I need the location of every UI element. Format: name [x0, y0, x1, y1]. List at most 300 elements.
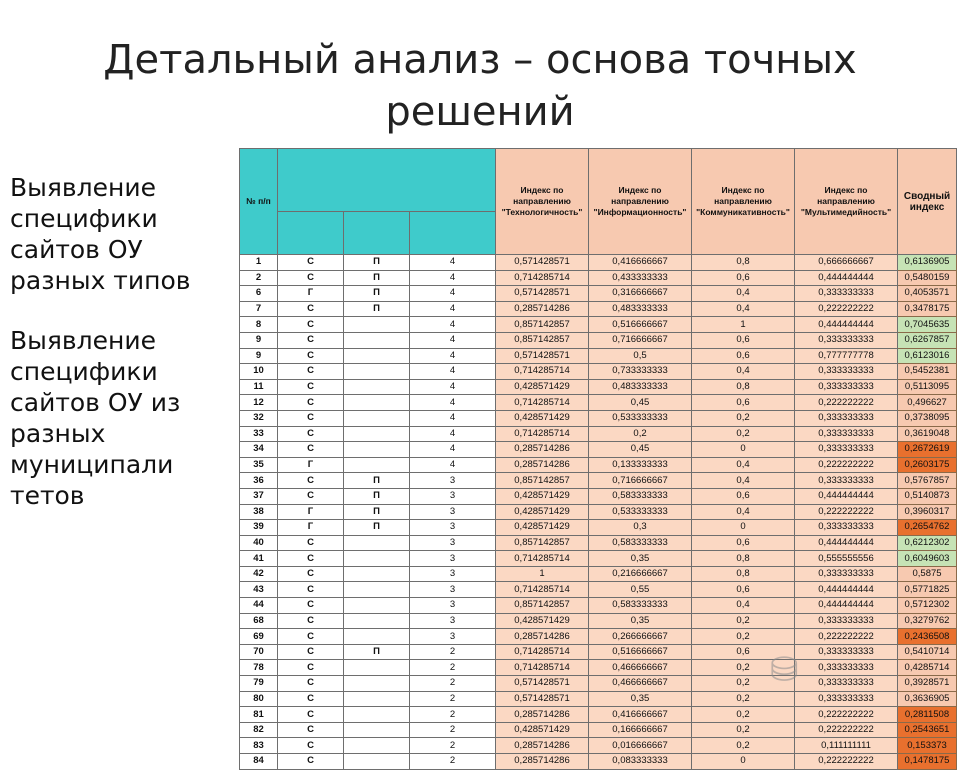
cell-info: 0,266666667	[589, 629, 692, 645]
cell-type-b	[344, 364, 410, 380]
cell-type-b: П	[344, 504, 410, 520]
cell-type-c: 3	[410, 582, 496, 598]
cell-type-a: С	[278, 379, 344, 395]
cell-tech: 0,714285714	[496, 426, 589, 442]
cell-type-a: С	[278, 442, 344, 458]
cell-type-b: П	[344, 488, 410, 504]
cell-comm: 0,2	[692, 722, 795, 738]
cell-summary: 0,496627	[898, 395, 957, 411]
cell-comm: 0,8	[692, 379, 795, 395]
cell-type-b	[344, 598, 410, 614]
cell-type-c: 2	[410, 722, 496, 738]
cell-tech: 0,428571429	[496, 410, 589, 426]
cell-comm: 0,2	[692, 426, 795, 442]
cell-type-c: 4	[410, 395, 496, 411]
cell-summary: 0,3619048	[898, 426, 957, 442]
cell-comm: 0,2	[692, 738, 795, 754]
cell-media: 0,222222222	[795, 457, 898, 473]
table-row	[240, 644, 957, 660]
table-row	[240, 332, 957, 348]
cell-type-b	[344, 707, 410, 723]
cell-number: 1	[240, 255, 278, 271]
table-row	[240, 754, 957, 770]
col-header-info: Индекс по направлению "Информационность"	[589, 149, 692, 255]
cell-type-a: С	[278, 629, 344, 645]
cell-type-c: 2	[410, 660, 496, 676]
cell-summary: 0,6123016	[898, 348, 957, 364]
cell-number: 6	[240, 286, 278, 302]
cell-type-c: 4	[410, 457, 496, 473]
cell-media: 0,333333333	[795, 691, 898, 707]
cell-type-a: С	[278, 348, 344, 364]
table-row	[240, 286, 957, 302]
cell-media: 0,444444444	[795, 535, 898, 551]
cell-type-a: С	[278, 426, 344, 442]
bullet-item-municipalities: Выявление специфики сайтов ОУ из разных муниципали тетов	[10, 326, 181, 510]
cell-type-a: С	[278, 722, 344, 738]
cell-type-a: С	[278, 535, 344, 551]
cell-summary: 0,2811508	[898, 707, 957, 723]
cell-type-a: С	[278, 676, 344, 692]
cell-tech: 0,285714286	[496, 301, 589, 317]
cell-summary: 0,2654762	[898, 520, 957, 536]
cell-tech: 0,714285714	[496, 364, 589, 380]
cell-comm: 0,6	[692, 535, 795, 551]
cell-tech: 0,857142857	[496, 473, 589, 489]
cell-type-c: 3	[410, 520, 496, 536]
cell-type-a: С	[278, 644, 344, 660]
table-row	[240, 379, 957, 395]
col-header-number: № п/п	[240, 149, 278, 255]
table-row	[240, 598, 957, 614]
cell-info: 0,016666667	[589, 738, 692, 754]
cell-info: 0,45	[589, 395, 692, 411]
table-row	[240, 520, 957, 536]
cell-number: 83	[240, 738, 278, 754]
table-row	[240, 629, 957, 645]
cell-comm: 0,8	[692, 551, 795, 567]
cell-comm: 0,2	[692, 629, 795, 645]
cell-comm: 0,4	[692, 473, 795, 489]
cell-type-c: 3	[410, 613, 496, 629]
cell-tech: 0,714285714	[496, 644, 589, 660]
table-row	[240, 582, 957, 598]
table-row	[240, 442, 957, 458]
cell-type-c: 4	[410, 410, 496, 426]
cell-comm: 0,6	[692, 395, 795, 411]
cell-type-a: Г	[278, 286, 344, 302]
table-row	[240, 566, 957, 582]
table-row	[240, 301, 957, 317]
cell-info: 0,35	[589, 613, 692, 629]
cell-number: 35	[240, 457, 278, 473]
cell-info: 0,55	[589, 582, 692, 598]
cell-type-b	[344, 457, 410, 473]
cell-comm: 0,2	[692, 676, 795, 692]
cell-number: 37	[240, 488, 278, 504]
cell-number: 44	[240, 598, 278, 614]
cell-type-c: 2	[410, 707, 496, 723]
table-row	[240, 504, 957, 520]
cell-comm: 0	[692, 520, 795, 536]
cell-number: 38	[240, 504, 278, 520]
cell-media: 0,222222222	[795, 754, 898, 770]
table-row	[240, 457, 957, 473]
cell-info: 0,2	[589, 426, 692, 442]
cell-number: 7	[240, 301, 278, 317]
cell-comm: 0,4	[692, 301, 795, 317]
cell-type-b	[344, 754, 410, 770]
cell-comm: 0,4	[692, 457, 795, 473]
cell-type-a: С	[278, 473, 344, 489]
cell-type-c: 4	[410, 317, 496, 333]
cell-type-a: С	[278, 317, 344, 333]
cell-type-a: С	[278, 364, 344, 380]
cell-type-b	[344, 332, 410, 348]
cell-type-c: 4	[410, 301, 496, 317]
col-header-tech: Индекс по направлению "Технологичность"	[496, 149, 589, 255]
cell-type-a: Г	[278, 457, 344, 473]
cell-type-c: 4	[410, 426, 496, 442]
cell-comm: 0,4	[692, 504, 795, 520]
cell-comm: 0	[692, 442, 795, 458]
cell-type-b	[344, 629, 410, 645]
cell-summary: 0,3960317	[898, 504, 957, 520]
cell-type-a: С	[278, 332, 344, 348]
cell-tech: 0,285714286	[496, 738, 589, 754]
cell-media: 0,444444444	[795, 317, 898, 333]
cell-media: 0,333333333	[795, 364, 898, 380]
cell-media: 0,333333333	[795, 442, 898, 458]
cell-type-c: 2	[410, 691, 496, 707]
cell-media: 0,222222222	[795, 722, 898, 738]
cell-info: 0,516666667	[589, 317, 692, 333]
cell-media: 0,444444444	[795, 270, 898, 286]
cell-media: 0,222222222	[795, 395, 898, 411]
cell-media: 0,555555556	[795, 551, 898, 567]
cell-number: 41	[240, 551, 278, 567]
cell-media: 0,333333333	[795, 613, 898, 629]
cell-tech: 0,428571429	[496, 379, 589, 395]
cell-type-b	[344, 582, 410, 598]
cell-type-b: П	[344, 520, 410, 536]
table-row	[240, 348, 957, 364]
cell-tech: 0,714285714	[496, 270, 589, 286]
cell-summary: 0,5767857	[898, 473, 957, 489]
cell-number: 80	[240, 691, 278, 707]
cell-type-b	[344, 551, 410, 567]
cell-type-c: 3	[410, 488, 496, 504]
cell-info: 0,583333333	[589, 535, 692, 551]
cell-comm: 0,4	[692, 364, 795, 380]
cell-comm: 1	[692, 317, 795, 333]
cell-type-b	[344, 410, 410, 426]
cell-type-a: С	[278, 488, 344, 504]
cell-info: 0,533333333	[589, 410, 692, 426]
cell-tech: 0,285714286	[496, 442, 589, 458]
cell-summary: 0,6049603	[898, 551, 957, 567]
cell-summary: 0,5452381	[898, 364, 957, 380]
cell-type-b	[344, 613, 410, 629]
cell-tech: 0,428571429	[496, 613, 589, 629]
cell-info: 0,316666667	[589, 286, 692, 302]
cell-info: 0,466666667	[589, 660, 692, 676]
cell-summary: 0,6212302	[898, 535, 957, 551]
cell-summary: 0,5140873	[898, 488, 957, 504]
cell-comm: 0,8	[692, 566, 795, 582]
cell-media: 0,666666667	[795, 255, 898, 271]
cell-type-a: С	[278, 301, 344, 317]
cell-type-c: 4	[410, 255, 496, 271]
cell-summary: 0,6267857	[898, 332, 957, 348]
cell-type-a: С	[278, 255, 344, 271]
cell-summary: 0,5410714	[898, 644, 957, 660]
cell-type-c: 3	[410, 473, 496, 489]
cell-summary: 0,2543651	[898, 722, 957, 738]
cell-type-b	[344, 426, 410, 442]
cell-number: 2	[240, 270, 278, 286]
cell-media: 0,333333333	[795, 410, 898, 426]
cell-comm: 0,2	[692, 691, 795, 707]
cell-info: 0,716666667	[589, 473, 692, 489]
cell-media: 0,444444444	[795, 582, 898, 598]
cell-media: 0,333333333	[795, 566, 898, 582]
cell-comm: 0,4	[692, 286, 795, 302]
cell-type-b	[344, 317, 410, 333]
cell-type-c: 4	[410, 286, 496, 302]
cell-summary: 0,4285714	[898, 660, 957, 676]
cell-summary: 0,1478175	[898, 754, 957, 770]
cell-info: 0,516666667	[589, 644, 692, 660]
cell-comm: 0,6	[692, 270, 795, 286]
col-header-sub-a	[278, 212, 344, 255]
table-row	[240, 535, 957, 551]
cell-media: 0,333333333	[795, 379, 898, 395]
cell-media: 0,777777778	[795, 348, 898, 364]
cell-type-a: С	[278, 566, 344, 582]
cell-info: 0,716666667	[589, 332, 692, 348]
cell-type-b	[344, 691, 410, 707]
cell-media: 0,222222222	[795, 707, 898, 723]
cell-number: 11	[240, 379, 278, 395]
cell-type-b	[344, 660, 410, 676]
cell-tech: 0,285714286	[496, 707, 589, 723]
cell-number: 32	[240, 410, 278, 426]
cell-comm: 0,6	[692, 348, 795, 364]
cell-info: 0,483333333	[589, 301, 692, 317]
cell-number: 81	[240, 707, 278, 723]
cell-tech: 0,571428571	[496, 286, 589, 302]
cell-tech: 1	[496, 566, 589, 582]
cell-tech: 0,428571429	[496, 504, 589, 520]
cell-type-a: С	[278, 707, 344, 723]
cell-type-b: П	[344, 473, 410, 489]
cell-number: 78	[240, 660, 278, 676]
cell-info: 0,583333333	[589, 598, 692, 614]
cell-type-c: 2	[410, 644, 496, 660]
cell-comm: 0,6	[692, 644, 795, 660]
cell-type-c: 4	[410, 442, 496, 458]
col-header-sub-c	[410, 212, 496, 255]
col-header-summary: Сводный индекс	[898, 149, 957, 255]
cell-summary: 0,3478175	[898, 301, 957, 317]
cell-type-c: 2	[410, 738, 496, 754]
index-table	[239, 148, 957, 770]
cell-type-c: 3	[410, 598, 496, 614]
cell-type-a: С	[278, 691, 344, 707]
bullet-item-types: Выявление специфики сайтов ОУ разных типов	[10, 173, 191, 295]
cell-summary: 0,4053571	[898, 286, 957, 302]
table-row	[240, 660, 957, 676]
cell-tech: 0,285714286	[496, 629, 589, 645]
cell-type-b	[344, 348, 410, 364]
cell-media: 0,333333333	[795, 644, 898, 660]
cell-summary: 0,5771825	[898, 582, 957, 598]
cell-summary: 0,3928571	[898, 676, 957, 692]
cell-summary: 0,5480159	[898, 270, 957, 286]
cell-type-c: 4	[410, 270, 496, 286]
cell-info: 0,433333333	[589, 270, 692, 286]
cell-type-b	[344, 395, 410, 411]
cell-info: 0,533333333	[589, 504, 692, 520]
cell-number: 42	[240, 566, 278, 582]
cell-media: 0,222222222	[795, 301, 898, 317]
cell-tech: 0,428571429	[496, 488, 589, 504]
cell-info: 0,216666667	[589, 566, 692, 582]
cell-number: 40	[240, 535, 278, 551]
cell-tech: 0,857142857	[496, 332, 589, 348]
cell-info: 0,35	[589, 551, 692, 567]
cell-type-c: 3	[410, 504, 496, 520]
cell-type-b	[344, 442, 410, 458]
cell-type-b	[344, 738, 410, 754]
cell-comm: 0,2	[692, 660, 795, 676]
cell-comm: 0,2	[692, 707, 795, 723]
table-row	[240, 270, 957, 286]
cell-info: 0,583333333	[589, 488, 692, 504]
cell-summary: 0,2603175	[898, 457, 957, 473]
table-row	[240, 738, 957, 754]
cell-type-c: 4	[410, 332, 496, 348]
cell-type-c: 3	[410, 551, 496, 567]
table-row	[240, 676, 957, 692]
cell-type-b	[344, 379, 410, 395]
cell-summary: 0,2672619	[898, 442, 957, 458]
cell-info: 0,416666667	[589, 255, 692, 271]
cell-type-a: С	[278, 738, 344, 754]
cell-type-c: 2	[410, 754, 496, 770]
table-row	[240, 317, 957, 333]
cell-media: 0,111111111	[795, 738, 898, 754]
cell-type-c: 3	[410, 566, 496, 582]
cell-type-a: С	[278, 582, 344, 598]
cell-info: 0,45	[589, 442, 692, 458]
cell-tech: 0,428571429	[496, 520, 589, 536]
cell-type-a: С	[278, 613, 344, 629]
cell-tech: 0,285714286	[496, 754, 589, 770]
cell-summary: 0,5712302	[898, 598, 957, 614]
cell-type-b: П	[344, 301, 410, 317]
cell-number: 36	[240, 473, 278, 489]
table-row	[240, 551, 957, 567]
cell-comm: 0,2	[692, 410, 795, 426]
cell-comm: 0,6	[692, 582, 795, 598]
bullet-list	[10, 172, 235, 511]
cell-info: 0,166666667	[589, 722, 692, 738]
table-body	[240, 255, 957, 770]
cell-number: 82	[240, 722, 278, 738]
cell-type-a: С	[278, 410, 344, 426]
cell-type-b	[344, 566, 410, 582]
slide-title: Детальный анализ – основа точных решений	[103, 37, 857, 135]
col-header-group	[278, 149, 496, 212]
cell-info: 0,466666667	[589, 676, 692, 692]
table-row	[240, 395, 957, 411]
cell-summary: 0,5875	[898, 566, 957, 582]
cell-media: 0,333333333	[795, 676, 898, 692]
cell-media: 0,333333333	[795, 473, 898, 489]
cell-type-a: С	[278, 395, 344, 411]
cell-number: 9	[240, 332, 278, 348]
cell-type-b: П	[344, 255, 410, 271]
cell-type-b	[344, 535, 410, 551]
table-row	[240, 364, 957, 380]
cell-tech: 0,714285714	[496, 660, 589, 676]
cell-media: 0,222222222	[795, 629, 898, 645]
cell-type-c: 3	[410, 629, 496, 645]
cell-type-a: Г	[278, 520, 344, 536]
table-row	[240, 488, 957, 504]
cell-number: 33	[240, 426, 278, 442]
cell-type-c: 4	[410, 379, 496, 395]
watermark-logo: ⛁	[770, 650, 799, 690]
cell-tech: 0,857142857	[496, 535, 589, 551]
table-row	[240, 410, 957, 426]
cell-number: 34	[240, 442, 278, 458]
cell-comm: 0,6	[692, 332, 795, 348]
cell-number: 43	[240, 582, 278, 598]
cell-type-b	[344, 676, 410, 692]
cell-media: 0,333333333	[795, 660, 898, 676]
cell-media: 0,333333333	[795, 520, 898, 536]
cell-type-c: 3	[410, 535, 496, 551]
cell-type-a: С	[278, 270, 344, 286]
cell-type-b: П	[344, 644, 410, 660]
cell-tech: 0,571428571	[496, 691, 589, 707]
cell-summary: 0,7045635	[898, 317, 957, 333]
cell-summary: 0,153373	[898, 738, 957, 754]
col-header-sub-b	[344, 212, 410, 255]
table-row	[240, 473, 957, 489]
cell-tech: 0,571428571	[496, 348, 589, 364]
cell-summary: 0,2436508	[898, 629, 957, 645]
cell-type-b: П	[344, 286, 410, 302]
cell-type-b: П	[344, 270, 410, 286]
cell-tech: 0,571428571	[496, 676, 589, 692]
cell-summary: 0,6136905	[898, 255, 957, 271]
cell-media: 0,444444444	[795, 598, 898, 614]
cell-info: 0,483333333	[589, 379, 692, 395]
cell-info: 0,35	[589, 691, 692, 707]
cell-comm: 0,4	[692, 598, 795, 614]
table-row	[240, 691, 957, 707]
cell-media: 0,333333333	[795, 332, 898, 348]
table-row	[240, 255, 957, 271]
table-row	[240, 722, 957, 738]
cell-tech: 0,714285714	[496, 551, 589, 567]
cell-tech: 0,285714286	[496, 457, 589, 473]
cell-summary: 0,3279762	[898, 613, 957, 629]
